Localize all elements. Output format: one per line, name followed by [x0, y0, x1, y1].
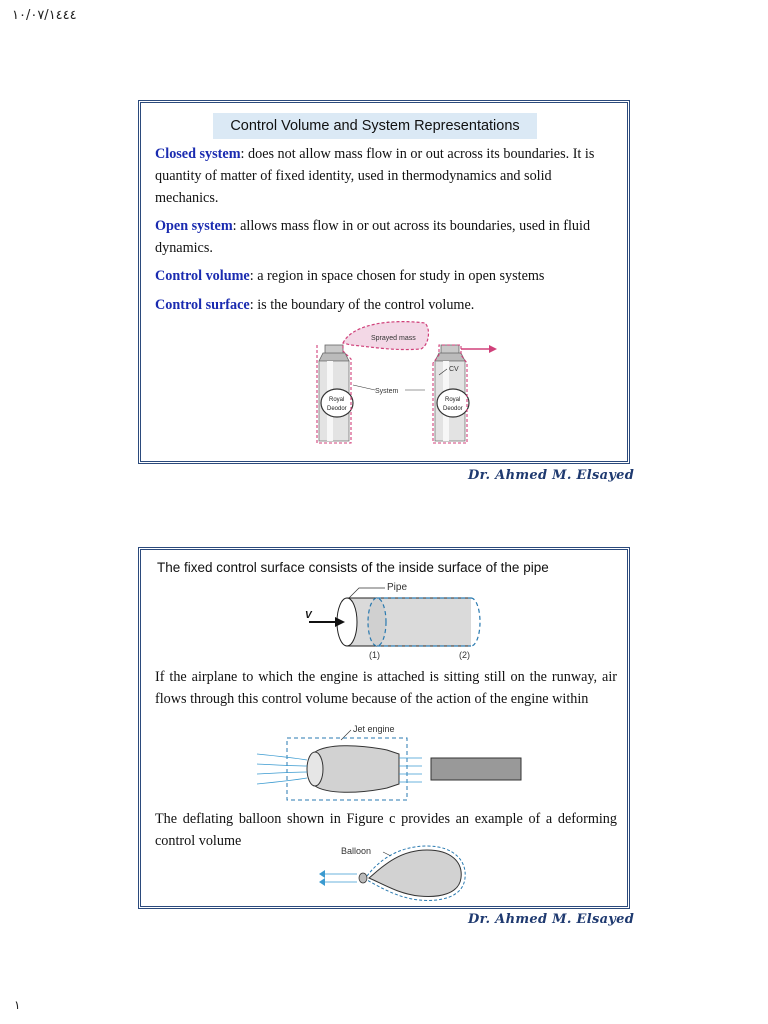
jet-engine-body	[315, 746, 399, 793]
airplane-paragraph: If the airplane to which the engine is attached is sitting still on the runway, air flows through this control volume because of the action of the engine within	[155, 669, 617, 707]
closed-system-paragraph	[155, 143, 617, 209]
spray-can-left	[317, 343, 353, 443]
balloon-body	[369, 850, 461, 896]
open-system-term: Open system	[155, 218, 233, 234]
exhaust-block	[431, 758, 521, 780]
slide-title: The fixed control surface consists of the inside surface of the pipe	[157, 560, 549, 575]
signature-slide2: Dr. Ahmed M. Elsayed	[468, 912, 635, 927]
spray-arrow-icon	[489, 345, 497, 353]
spray-can-figure	[313, 315, 503, 455]
page-date: ١٠/٠٧/١٤٤٤	[12, 8, 77, 23]
control-volume-term: Control volume	[155, 268, 250, 284]
section-2-label: (2)	[459, 650, 470, 660]
velocity-label: V	[305, 610, 312, 621]
control-surface-paragraph	[155, 294, 617, 316]
control-volume-text: : a region in space chosen for study in open systems	[249, 268, 545, 284]
slide-control-surface-examples	[138, 547, 630, 909]
slide-title: Control Volume and System Representations	[213, 113, 537, 139]
pipe-label: Pipe	[387, 582, 408, 593]
outflow-arrow-icon	[319, 870, 325, 878]
open-system-text: : allows mass flow in or out across its boundaries, used in fluid dynamics.	[155, 218, 591, 256]
balloon-paragraph: The deflating balloon shown in Figure c provides an example of a deforming control volume	[155, 811, 617, 849]
control-surface-text: : is the boundary of the control volume.	[249, 297, 475, 313]
cv-label: CV	[449, 366, 459, 373]
closed-system-text: : does not allow mass flow in or out across its boundaries. It is quantity of matter of fixed identity, used in thermodynamics and solid mechanics.	[155, 146, 595, 206]
can-label-left-2: Deodor	[327, 406, 347, 412]
spray-can-right	[433, 345, 469, 443]
page-number: ١	[14, 998, 21, 1012]
control-volume-paragraph	[155, 265, 617, 287]
sprayed-mass-label: Sprayed mass	[371, 335, 416, 342]
slide-control-volume	[138, 100, 630, 464]
jet-engine-figure	[237, 722, 527, 804]
signature-slide1: Dr. Ahmed M. Elsayed	[468, 468, 635, 483]
closed-system-term: Closed system	[155, 146, 241, 162]
open-system-paragraph	[155, 215, 617, 259]
can-label-right-1: Royal	[445, 397, 461, 403]
balloon-label: Balloon	[341, 846, 372, 856]
system-label: System	[375, 388, 399, 395]
pipe-figure	[299, 578, 499, 662]
balloon-figure	[319, 842, 469, 902]
section-1-label: (1)	[369, 650, 380, 660]
jet-engine-label: Jet engine	[353, 724, 395, 734]
control-surface-term: Control surface	[155, 297, 250, 313]
can-label-right-2: Deodor	[443, 406, 463, 412]
can-label-left-1: Royal	[329, 397, 345, 403]
